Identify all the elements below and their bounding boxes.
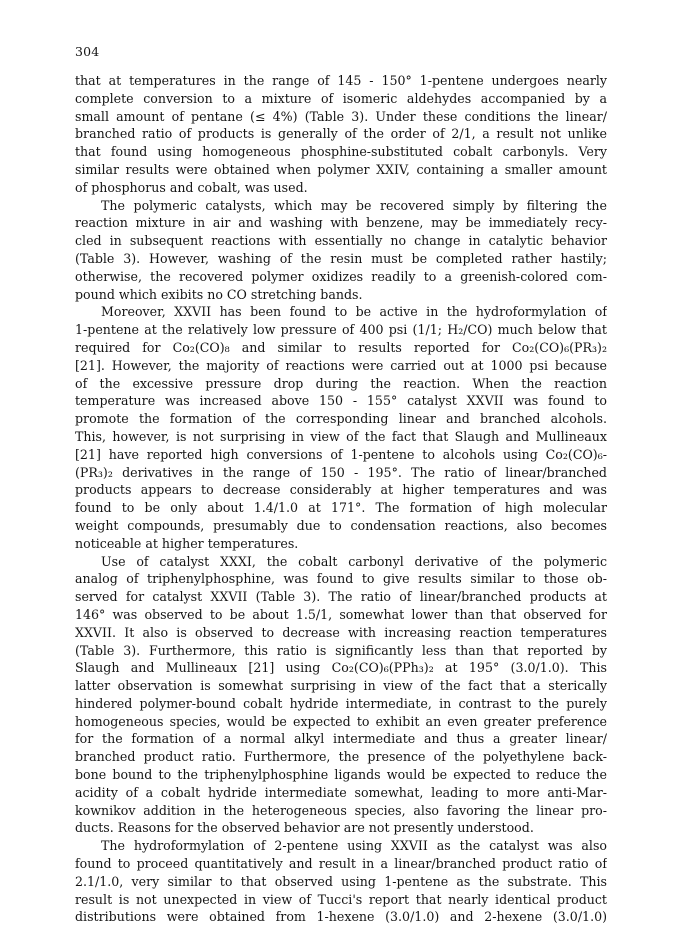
text-line: branched ratio of products is generally of the order of 2/1, a result not unlike xyxy=(75,126,607,142)
text-line: The polymeric catalysts, which may be recovered simply by filtering the xyxy=(101,197,607,213)
text-line: (PR₃)₂ derivatives in the range of 150 - 195°. The ratio of linear/branched xyxy=(75,464,607,480)
text-line: result is not unexpected in view of Tucci's report that nearly identical product xyxy=(75,891,607,907)
page-number: 304 xyxy=(75,44,100,59)
text-line: found to be only about 1.4/1.0 at 171°. The formation of high molecular xyxy=(75,500,607,516)
text-line: that at temperatures in the range of 145 - 150° 1-pentene undergoes nearly xyxy=(75,73,607,88)
text-line: promote the formation of the corresponding linear and branched alcohols. xyxy=(75,411,607,427)
text-line: hindered polymer-bound cobalt hydride intermediate, in contrast to the purely xyxy=(75,695,607,711)
text-line: branched product ratio. Furthermore, the presence of the polyethylene back- xyxy=(75,749,607,765)
text-line: that found using homogeneous phosphine-substituted cobalt carbonyls. Very xyxy=(75,144,607,160)
text-line: bone bound to the triphenylphosphine ligands would be expected to reduce the xyxy=(75,767,607,783)
text-line: required for Co₂(CO)₈ and similar to results reported for Co₂(CO)₆(PR₃)₂ xyxy=(75,339,607,355)
text-line: (Table 3). Furthermore, this ratio is significantly less than that reported by xyxy=(75,642,607,658)
text-line: Use of catalyst XXXI, the cobalt carbonyl derivative of the polymeric xyxy=(101,553,607,569)
text-line: found to proceed quantitatively and result in a linear/branched product ratio of xyxy=(75,856,607,872)
text-line: homogeneous species, would be expected to exhibit an even greater preference xyxy=(75,713,607,729)
text-line: 2.1/1.0, very similar to that observed using 1-pentene as the substrate. This xyxy=(75,873,607,889)
text-line: small amount of pentane (≤ 4%) (Table 3). Under these conditions the linear/ xyxy=(75,108,607,124)
text-line: of phosphorus and cobalt, was used. xyxy=(75,179,308,195)
text-line: for the formation of a normal alkyl intermediate and thus a greater linear/ xyxy=(75,731,607,747)
text-line: reaction mixture in air and washing with benzene, may be immediately recy- xyxy=(75,215,607,231)
text-line: kownikov addition in the heterogeneous species, also favoring the linear pro- xyxy=(75,802,607,818)
text-line: [21]. However, the majority of reactions were carried out at 1000 psi because xyxy=(75,357,607,373)
text-line: cled in subsequent reactions with essentially no change in catalytic behavior xyxy=(75,233,607,249)
text-line: analog of triphenylphosphine, was found to give results similar to those ob- xyxy=(75,571,607,587)
text-line: XXVII. It also is observed to decrease with increasing reaction temperatures xyxy=(75,624,607,640)
text-line: complete conversion to a mixture of isomeric aldehydes accompanied by a xyxy=(75,90,607,106)
text-line: noticeable at higher temperatures. xyxy=(75,535,299,551)
text-line: [21] have reported high conversions of 1-pentene to alcohols using Co₂(CO)₆- xyxy=(75,446,607,462)
text-line: ducts. Reasons for the observed behavior are not presently understood. xyxy=(75,820,534,836)
text-line: Moreover, XXVII has been found to be active in the hydroformylation of xyxy=(101,304,607,320)
text-line: similar results were obtained when polymer XXIV, containing a smaller amount xyxy=(75,161,607,177)
body-text xyxy=(75,72,607,926)
text-line: products appears to decrease considerably at higher temperatures and was xyxy=(75,482,607,498)
text-line: The hydroformylation of 2-pentene using XXVII as the catalyst was also xyxy=(101,838,607,854)
text-line: otherwise, the recovered polymer oxidizes readily to a greenish-colored com- xyxy=(75,268,607,284)
text-line: (Table 3). However, washing of the resin must be completed rather hastily; xyxy=(75,250,607,266)
text-line: 1-pentene at the relatively low pressure of 400 psi (1/1; H₂/CO) much below that xyxy=(75,322,607,338)
text-line: weight compounds, presumably due to condensation reactions, also becomes xyxy=(75,517,607,533)
text-line: Slaugh and Mullineaux [21] using Co₂(CO)₆(PPh₃)₂ at 195° (3.0/1.0). This xyxy=(75,660,607,676)
text-line: temperature was increased above 150 - 155° catalyst XXVII was found to xyxy=(75,393,607,409)
text-line: pound which exibits no CO stretching bands. xyxy=(75,286,363,302)
text-line: latter observation is somewhat surprising in view of the fact that a sterically xyxy=(75,678,607,694)
text-line: distributions were obtained from 1-hexene (3.0/1.0) and 2-hexene (3.0/1.0) xyxy=(75,909,607,925)
text-line: acidity of a cobalt hydride intermediate somewhat, leading to more anti-Mar- xyxy=(75,784,607,800)
text-line: 146° was observed to be about 1.5/1, somewhat lower than that observed for xyxy=(75,606,607,622)
text-line: of the excessive pressure drop during the reaction. When the reaction xyxy=(75,375,607,391)
text-line: This, however, is not surprising in view of the fact that Slaugh and Mullineaux xyxy=(75,428,607,444)
text-line: served for catalyst XXVII (Table 3). The ratio of linear/branched products at xyxy=(75,589,607,605)
